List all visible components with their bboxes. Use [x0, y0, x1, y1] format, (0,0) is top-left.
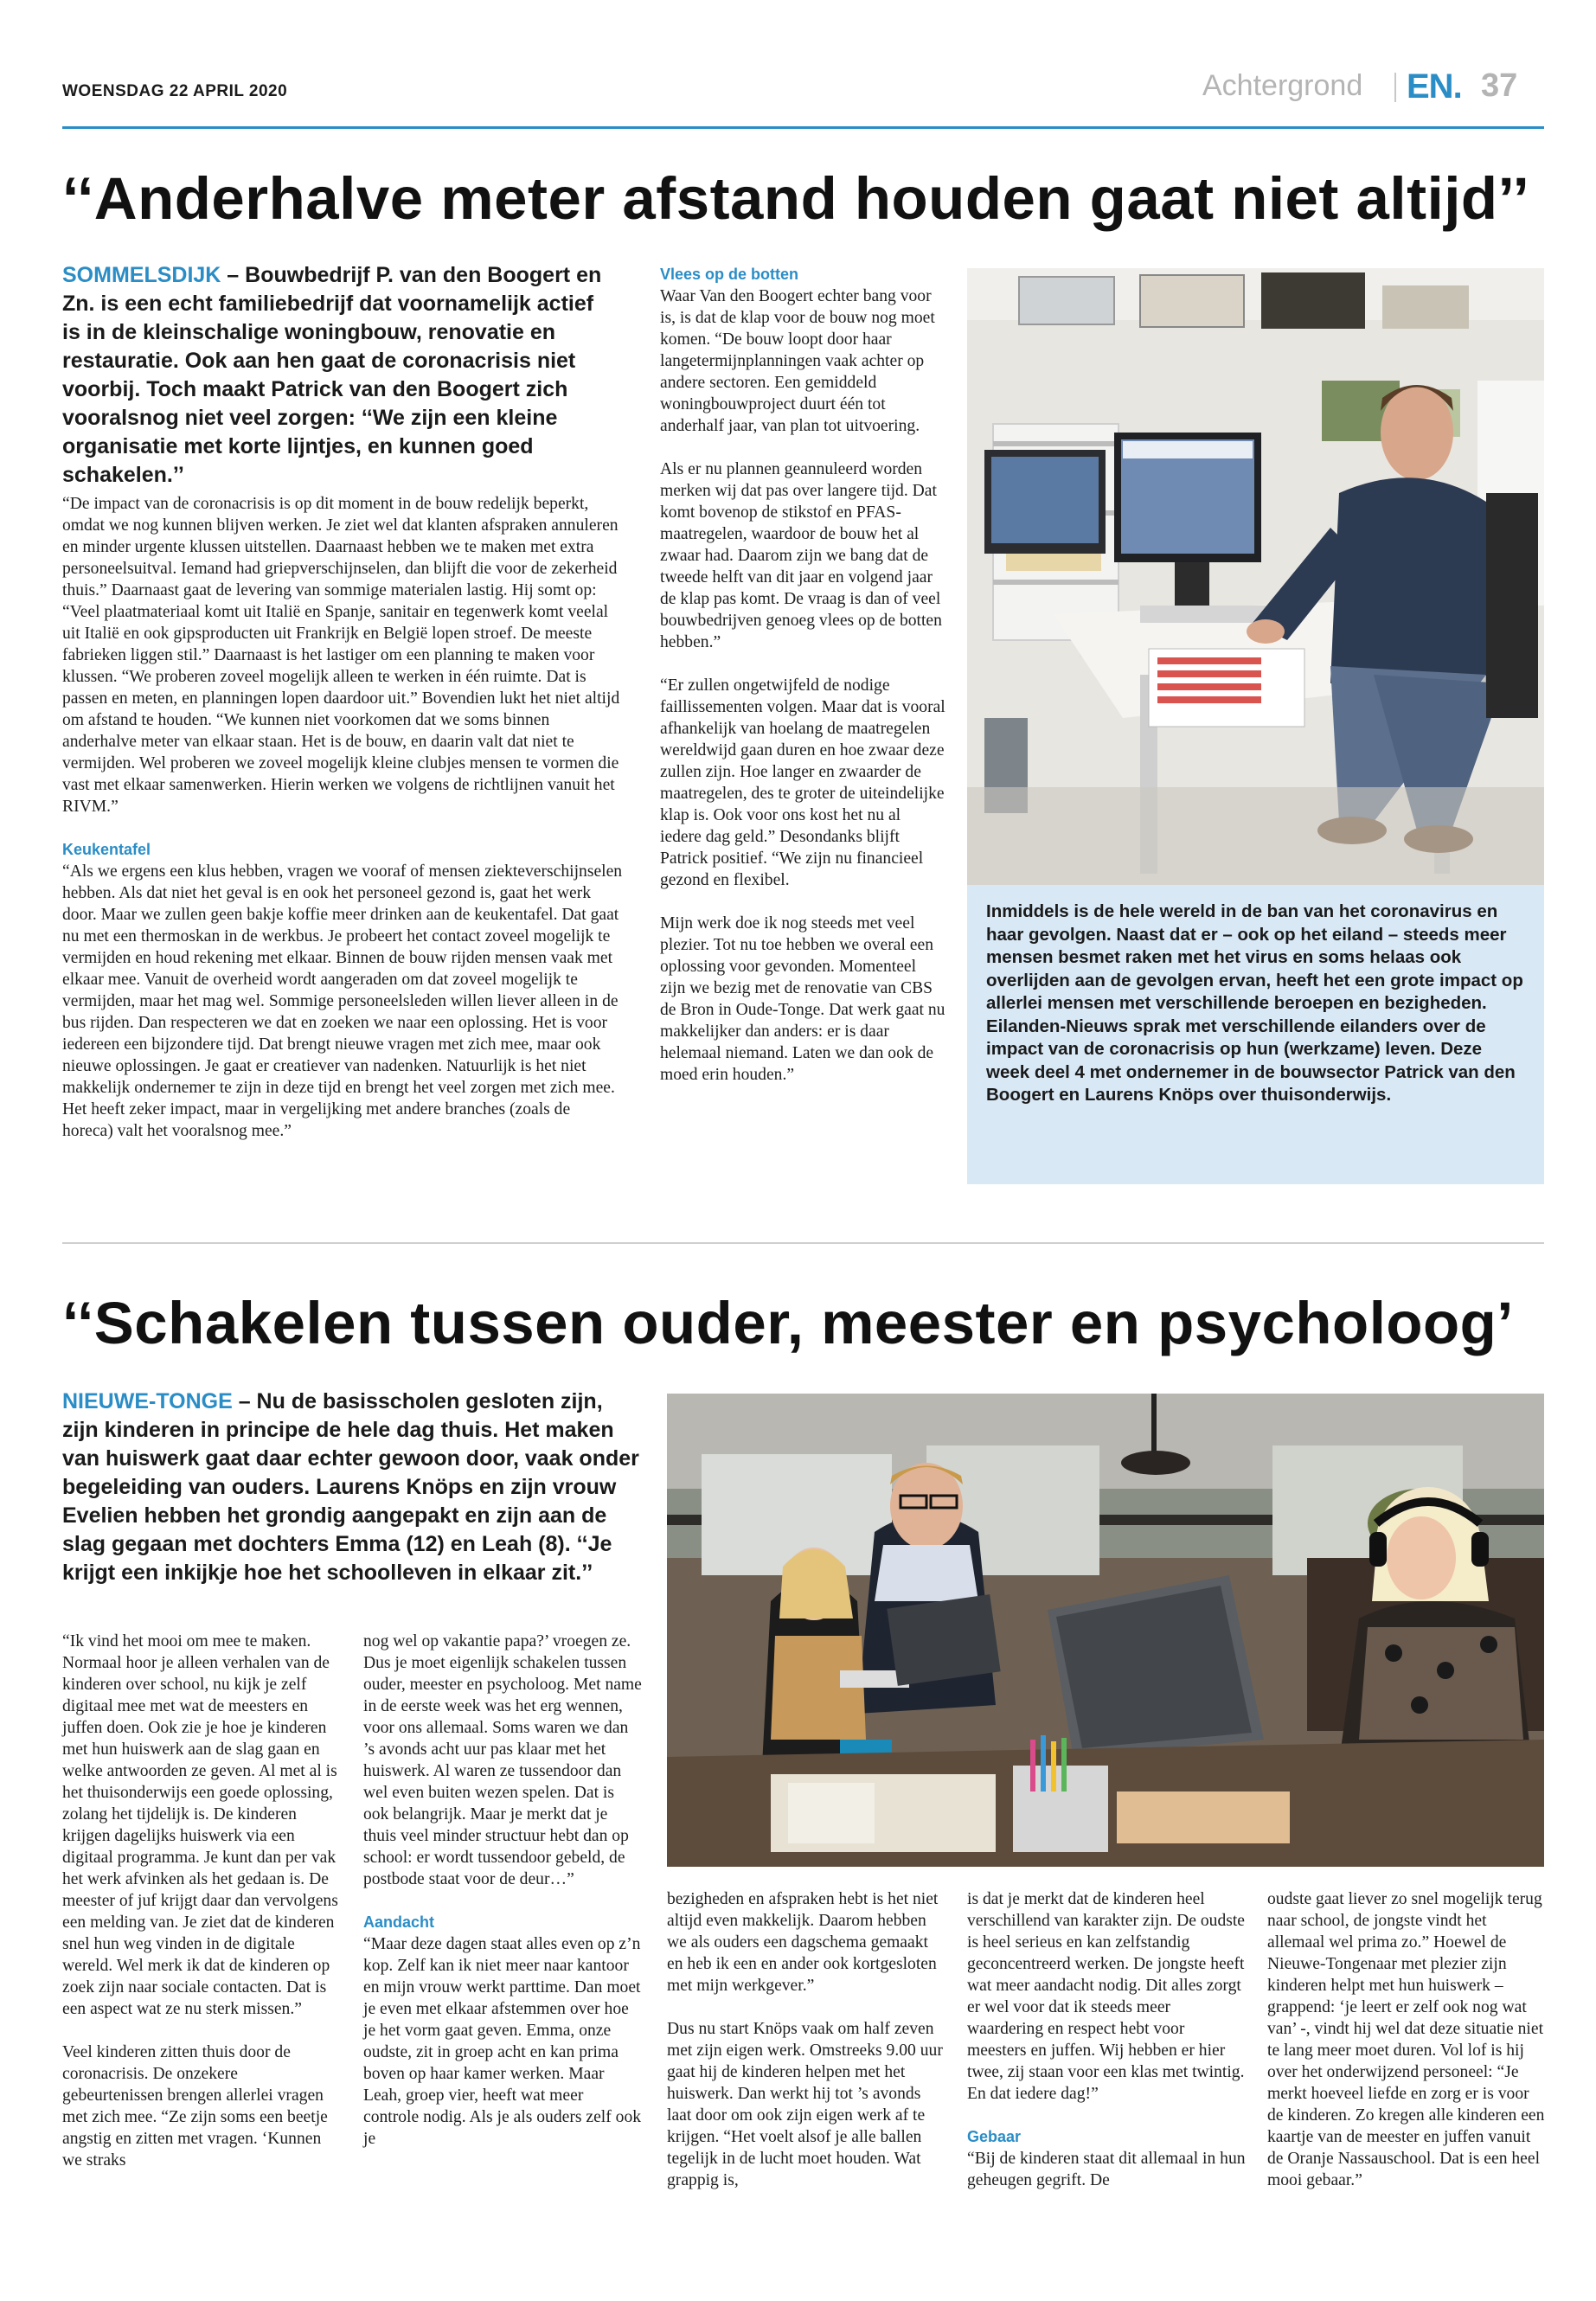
- publication-date: WOENSDAG 22 APRIL 2020: [62, 82, 288, 100]
- office-photo: [967, 268, 1544, 885]
- page-number: 37: [1481, 67, 1518, 104]
- article2-lead-text: – Nu de basisscholen gesloten zijn, zijn kinderen in principe de hele dag thuis. Het maken van huiswerk gaat daar echter gewoon door, vaak onder begeleiding van ouders. Laurens Knöps en zijn vrouw Evelien hebben het grondig aangepakt en zijn aan de slag gegaan met dochters Emma (12) en Leah (8). ‘‘Je krijgt een inkijkje hoe het schoolleven in elkaar zit.’’: [62, 1389, 639, 1585]
- article1-lead-text: – Bouwbedrijf P. van den Boogert en Zn. is een echt familiebedrijf dat voornamelijk actief is in de kleinschalige woningbouw, renovatie en restauratie. Ook aan hen gaat de coronacrisis niet voorbij. Toch maakt Patrick van den Boogert zich vooralsnog niet veel zorgen: ‘‘We zijn een kleine organisatie met korte lijntjes, en kunnen goed schakelen.’’: [62, 263, 602, 487]
- article1-lead: [62, 261, 607, 490]
- header-separator: [1394, 73, 1396, 102]
- article1-photo-caption: Inmiddels is de hele wereld in de ban van het coronavirus en haar gevolgen. Naast dat er – ook op het eiland – steeds meer mensen besmet raken met het virus en soms helaas ook overlijden aan de gevolgen ervan, heeft het een grote impact op allerlei mensen met verschillende beroepen en bezigheden. Eilanden-Nieuws sprak met verschillende eilanders over de impact van de coronacrisis op hun (werkzame) leven. Deze week deel 4 met ondernemer in de bouwsector Patrick van den Boogert en Laurens Knöps over thuisonderwijs.: [967, 885, 1544, 1184]
- article2-column-3: [667, 1888, 945, 2191]
- office-photo-illustration: [967, 268, 1544, 885]
- article1-col1-paragraph: “De impact van de coronacrisis is op dit moment in de bouw redelijk beperkt, omdat we nog kunnen blijven werken. Je ziet wel dat klanten afspraken annuleren en minder urgente klussen uitstellen. Daarnaast hebben we te maken met extra personeelsuitval. Iemand had griepverschijnselen, dan blijft die voor de zekerheid thuis.” Daarnaast gaat de levering van sommige materialen lastig. Hij somt op: “Veel plaatmateriaal komt uit Italië en Spanje, sanitair en tegenwerk komt veelal uit Italië en ook gipsproducten uit Frankrijk en België lopen stroef. De meeste fabrieken liggen stil.” Daarnaast is het lastiger om een planning te maken voor klussen. “We proberen zoveel mogelijk alleen te werken in één ruimte. Dat is passen en meten, en planningen lopen daardoor uit.” Bovendien lukt het niet altijd om afstand te houden. “We kunnen niet voorkomen dat we soms binnen anderhalve meter van elkaar staan. Het is de bouw, en daarin valt dat niet te vermijden. Wel proberen we zoveel mogelijk kleine clubjes mensen te vormen die vast met elkaar samenwerken. Hierin werken we volgens de richtlijnen vanuit het RIVM.”: [62, 495, 620, 816]
- section-label: Achtergrond: [1202, 69, 1363, 102]
- article1-col2-paragraph: Mijn werk doe ik nog steeds met veel plezier. Tot nu toe hebben we overal een oplossing voor gevonden. Momenteel zijn we bezig met de renovatie van CBS de Bron in Oude-Tonge. Dat werk gaat nu makkelijker dan anders: er is daar helemaal niemand. Laten we dan ook de moed erin houden.”: [660, 914, 945, 1084]
- article2-col5-paragraph: oudste gaat liever zo snel mogelijk terug naar school, de jongste vindt het allemaal wel prima zo.” Hoewel de Nieuwe-Tongenaar met plezier zijn kinderen helpt met hun huiswerk – grappend: ‘je leert er zelf ook nog wat van’ -, vindt hij wel dat deze situatie niet te lang meer moet duren. Vol lof is hij over het onderwijzend personeel: “Je merkt hoeveel liefde en zorg er is voor de kinderen. Zo kregen alle kinderen een kaartje van de meester en juffen vanuit de Oranje Nassauschool. Dat is een heel mooi gebaar.”: [1267, 1890, 1545, 2189]
- article2-column-2: [363, 1631, 642, 2150]
- article1-col1-paragraph: “Als we ergens een klus hebben, vragen we vooraf of mensen ziekteverschijnselen hebben. Als dat niet het geval is en ook het personeel gezond is, gaat het werk door. Maar we zullen geen bakje koffie meer drinken aan de keukentafel. Dat gaat nu met een thermoskan in de werkbus. Je probeert het contact zoveel mogelijk te vermijden en houd rekening met elkaar. Binnen de bouw rijden mensen vaak met elkaar mee. Vanuit de overheid wordt aangeraden om dat zoveel mogelijk te vermijden, maar het mag wel. Sommige personeelsleden willen liever alleen in de bus rijden. Dan respecteren we dat en zoeken we naar een oplossing. Het is voor iedereen een bijzondere tijd. Dat brengt nieuwe vragen met zich mee, maar ook nieuwe oplossingen. Je gaat er creatiever van nadenken. Natuurlijk is het niet makkelijk ondernemer te zijn in deze tijd en brengt het veel zorgen met zich mee. Het heeft zeker impact, maar in vergelijking met andere branches (zoals de horeca) valt het vooralsnog mee.”: [62, 862, 623, 1140]
- article1-col2-paragraph: Waar Van den Boogert echter bang voor is, is dat de klap voor de bouw nog moet komen. “De bouw loopt door haar langetermijnplanningen vaak achter op andere sectoren. Een gemiddeld woningbouwproject duurt één tot anderhalf jaar, van plan tot uitvoering.: [660, 287, 935, 435]
- article2-column-4: [967, 1888, 1246, 2191]
- article1-column-1: [62, 493, 625, 1142]
- article2-headline: ‘‘Schakelen tussen ouder, meester en psycholoog’: [62, 1290, 1514, 1356]
- article2-dateline: NIEUWE-TONGE: [62, 1389, 233, 1413]
- homeschool-photo: [667, 1394, 1544, 1867]
- article1-dateline: SOMMELSDIJK: [62, 263, 221, 287]
- article2-col3-paragraph: bezigheden en afspraken hebt is het niet altijd even makkelijk. Daarom hebben we als ouders een dagschema gemaakt en heb ik een en ander ook kortgesloten met mijn werkgever.”: [667, 1890, 939, 1995]
- article2-col1-paragraph: “Ik vind het mooi om mee te maken. Normaal hoor je alleen verhalen van de kinderen over school, nu kijk je zelf digitaal mee met wat de meesters en juffen doen. Ook zie je hoe je kinderen met hun huiswerk aan de slag gaan en welke antwoorden ze geven. Al met al is het thuisonderwijs een goede oplossing, zolang het tijdelijk is. De kinderen krijgen dagelijks huiswerk via een digitaal programma. Je kunt dan per vak het werk afvinken als het gedaan is. De meester of juf krijgt daar dan vervolgens een melding van. Je ziet dat de kinderen snel hun weg vinden in de digitale wereld. Wel merk ik dat de kinderen op zoek zijn naar sociale contacten. Dat is een aspect wat ze nu sterk missen.”: [62, 1632, 338, 2018]
- article2-col3-paragraph: Dus nu start Knöps vaak om half zeven met zijn eigen werk. Omstreeks 9.00 uur gaat hij de kinderen helpen met het huiswerk. Dan werkt hij tot ’s avonds laat door om ook zijn eigen werk af te krijgen. “Het voelt alsof je alle ballen tegelijk in de lucht moet houden. Wat grappig is,: [667, 2020, 943, 2189]
- header-rule: [62, 126, 1544, 129]
- article2-column-5: [1267, 1888, 1546, 2191]
- article2-lead: [62, 1388, 644, 1587]
- article1-headline: ‘‘Anderhalve meter afstand houden gaat niet altijd’’: [62, 165, 1530, 232]
- article2-col4-paragraph: “Bij de kinderen staat dit allemaal in hun geheugen gegrift. De: [967, 2150, 1246, 2189]
- newspaper-logo: EN.: [1407, 67, 1462, 106]
- article2-col4-paragraph: is dat je merkt dat de kinderen heel verschillend van karakter zijn. De oudste is heel serieus en kan zelfstandig geconcentreerd werken. De jongste heeft wat meer aandacht nodig. Dit alles zorgt er wel voor dat ik steeds meer waardering en respect hebt voor meesters en juffen. Wij hebben er hier twee, zij staan voor een klas met twintig. En dat iedere dag!”: [967, 1890, 1246, 2103]
- article2-col2-paragraph: nog wel op vakantie papa?’ vroegen ze. Dus je moet eigenlijk schakelen tussen ouder, meester en psycholoog. Met name in de eerste week was het erg wennen, voor ons allemaal. Soms waren we dan ’s avonds acht uur pas klaar met het huiswerk. Al waren ze tussendoor dan wel even buiten wezen spelen. Dat is ook belangrijk. Maar je merkt dat je thuis veel minder structuur hebt dan op school: er wordt tussendoor gebeld, de postbode staat voor de deur…”: [363, 1632, 642, 1888]
- article1-column-2: [660, 264, 945, 1086]
- homeschool-photo-illustration: [667, 1394, 1544, 1867]
- article1-subhead-vlees: Vlees op de botten: [660, 266, 799, 283]
- article1-col2-paragraph: “Er zullen ongetwijfeld de nodige faillissementen volgen. Maar dat is vooral afhankelijk van hoelang de maatregelen wereldwijd gaan duren en hoe zwaar deze zullen zijn. Hoe langer en zwaarder de maatregelen, des te groter de uiteindelijke klap is. Ook voor ons kost het nu al iedere dag geld.” Desondanks blijft Patrick positief. “We zijn nu financieel gezond en flexibel.: [660, 676, 945, 889]
- article2-column-1: [62, 1631, 341, 2171]
- article2-col2-paragraph: “Maar deze dagen staat alles even op z’n kop. Zelf kan ik niet meer naar kantoor en mijn vrouw werkt parttime. Dan moet je even met elkaar afstemmen over hoe je het vorm gaat geven. Emma, onze oudste, zit in groep acht en kan prima boven op haar kamer werken. Maar Leah, groep vier, heeft wat meer controle nodig. Als je als ouders zelf ook je: [363, 1935, 642, 2148]
- article-divider: [62, 1242, 1544, 1244]
- article2-subhead-gebaar: Gebaar: [967, 2128, 1022, 2145]
- article2-col1-paragraph: Veel kinderen zitten thuis door de coronacrisis. De onzekere gebeurtenissen brengen allerlei vragen met zich mee. “Ze zijn soms een beetje angstig en zitten met vragen. ‘Kunnen we straks: [62, 2043, 328, 2170]
- article2-subhead-aandacht: Aandacht: [363, 1913, 435, 1931]
- article1-col2-paragraph: Als er nu plannen geannuleerd worden merken wij dat pas over langere tijd. Dat komt bovenop de stikstof en PFAS-maatregelen, waardoor de bouw het al zwaar had. Daarom zijn we bang dat de tweede helft van dit jaar en volgend jaar de klap pas komt. De vraag is dan of veel bouwbedrijven genoeg vlees op de botten hebben.”: [660, 460, 942, 651]
- article1-subhead-keukentafel: Keukentafel: [62, 841, 151, 858]
